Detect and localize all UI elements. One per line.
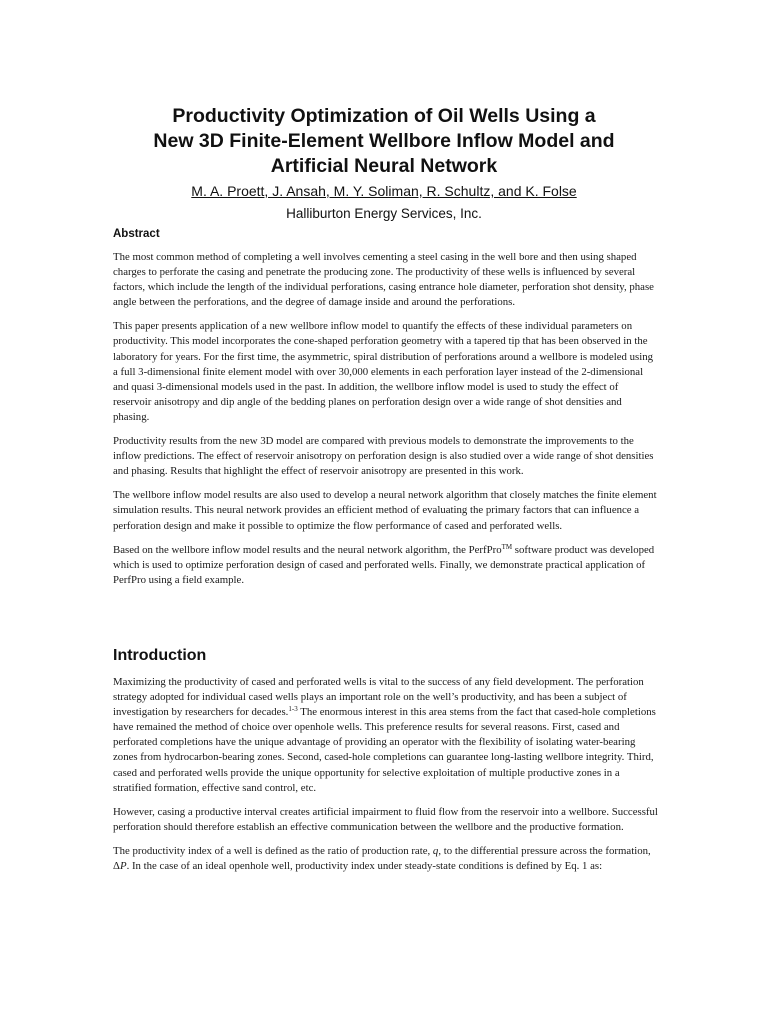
affiliation: Halliburton Energy Services, Inc. bbox=[286, 206, 482, 221]
intro-paragraph-2: However, casing a productive interval creates artificial impairment to fluid flow from the reservoir into a wellbore. Successful perforation should therefore establish an effective communication between the wellbore and the productive formation. bbox=[113, 805, 658, 833]
intro-p1-start: Maximizing the productivity of cased and perforated wells is vital to the success of any field development. The perforation strategy adopted for individual cased wells plays an important role on the well’s productivity, and has been a subject of investigation by researchers for decades. bbox=[113, 676, 644, 719]
intro-p1-end: The enormous interest in this area stems from the fact that cased-hole completions have remained the method of choice over openhole wells. This preference results for several reasons. First, cased and perforated completions have the unique advantage of providing an operator with the flexibility of isolating water-bearing zones from hydrocarbon-bearing zones. Second, cased-hole completions can guarantee long-lasting wellbore integrity. Third, cased and perforated wells provide the unique opportunity for selective exploitation of multiple productive zones in a stratified formation, effective sand control, etc. bbox=[113, 706, 656, 794]
intro-p3-end: . In the case of an ideal openhole well, productivity index under steady-state conditions is defined by Eq. 1 as: bbox=[126, 860, 603, 873]
author-list bbox=[0, 182, 768, 200]
intro-p3-mid: , to the differential pressure across the formation, Δ bbox=[113, 844, 651, 873]
paper-title bbox=[0, 104, 768, 179]
abstract-p5-end: software product was developed which is used to optimize perforation design of cased and perforated wells. Finally, we demonstrate practical application of PerfPro using a field example. bbox=[113, 543, 655, 586]
title-line-1: Productivity Optimization of Oil Wells Using a bbox=[172, 105, 596, 127]
abstract-paragraph-4: The wellbore inflow model results are also used to develop a neural network algorithm that closely matches the finite element simulation results. This neural network provides an efficient method of evaluating the primary factors that can influence a perforation design and make it possible to optimize the flow performance of cased and perforated wells. bbox=[113, 489, 657, 532]
abstract-heading: Abstract bbox=[113, 228, 160, 240]
variable-p: P bbox=[119, 860, 127, 873]
intro-p3-start: The productivity index of a well is defined as the ratio of production rate, bbox=[113, 844, 433, 857]
authors-text: M. A. Proett, J. Ansah, M. Y. Soliman, R. Schultz, and K. Folse bbox=[191, 183, 577, 199]
trademark-mark: TM bbox=[501, 542, 513, 551]
abstract-paragraph-1: The most common method of completing a well involves cementing a steel casing in the well bore and then using shaped charges to perforate the casing and penetrate the producing zone. The productivity of these wells is influenced by several factors, which include the length of the individual perforations, casing entrance hole diameter, perforation shot density, phase angle between the perforations, and the degree of damage inside and around the perforations. bbox=[113, 251, 654, 309]
variable-q: q bbox=[432, 844, 439, 857]
intro-paragraph-1 bbox=[113, 675, 658, 796]
abstract-body bbox=[113, 250, 658, 597]
intro-paragraph-3 bbox=[113, 844, 658, 874]
title-line-2: New 3D Finite-Element Wellbore Inflow Model and bbox=[153, 130, 615, 152]
abstract-paragraph-5 bbox=[113, 543, 658, 588]
abstract-p5-start: Based on the wellbore inflow model results and the neural network algorithm, the PerfPro bbox=[113, 543, 502, 556]
abstract-paragraph-2: This paper presents application of a new wellbore inflow model to quantify the effects of these individual parameters on productivity. This model incorporates the cone-shaped perforation geometry with a tapered tip that has been observed in the laboratory for years. For the first time, the asymmetric, spiral distribution of perforations around a wellbore is modeled using a full 3-dimensional finite element model with over 30,000 elements in each perforation layer instead of the 2-dimensional and quasi 3-dimensional models used in the past. In addition, the wellbore inflow model is used to study the effect of reservoir anisotropy and dip angle of the bedding planes on perforation design over a wide range of shot densities and phasing. bbox=[113, 320, 654, 423]
citation-ref: 1-3 bbox=[288, 705, 298, 714]
introduction-heading: Introduction bbox=[113, 647, 207, 664]
title-line-3: Artificial Neural Network bbox=[270, 155, 498, 177]
introduction-body bbox=[113, 675, 658, 883]
abstract-paragraph-3: Productivity results from the new 3D model are compared with previous models to demonstrate the improvements to the inflow predictions. The effect of reservoir anisotropy on perforation design is also studied over a wide range of shot densities and phasing. Results that highlight the effect of reservoir anisotropy are presented in this work. bbox=[113, 435, 654, 478]
